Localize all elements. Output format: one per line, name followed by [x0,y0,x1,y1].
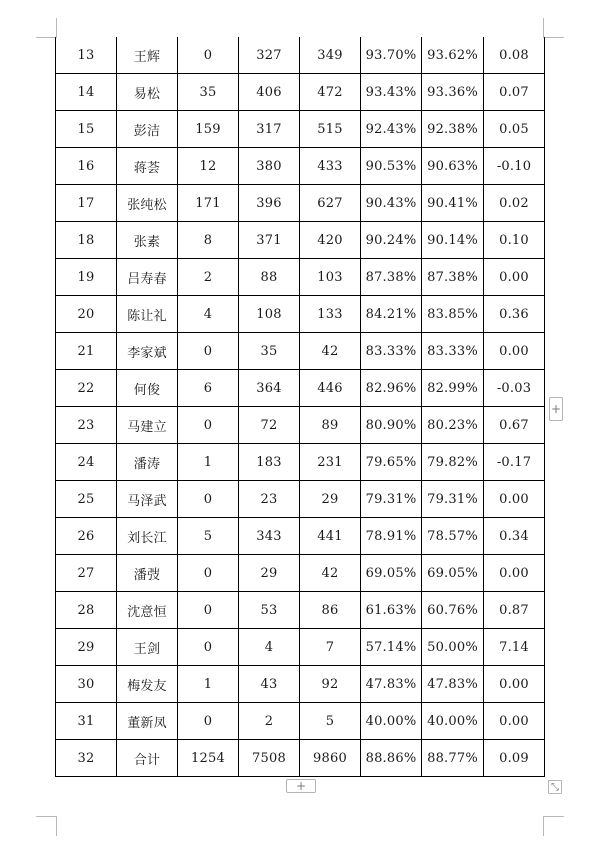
rank-cell[interactable]: 29 [56,629,117,666]
table-row [56,555,545,592]
value-cell[interactable]: 396 [239,185,300,222]
difference-cell[interactable]: 0.34 [484,518,545,555]
percent-cell[interactable]: 40.00% [361,703,422,740]
rank-cell[interactable]: 26 [56,518,117,555]
name-cell[interactable]: 董新凤 [117,703,178,740]
difference-cell[interactable]: 7.14 [484,629,545,666]
value-cell[interactable]: 92 [300,666,361,703]
table-row [56,740,545,777]
name-cell[interactable]: 王剑 [117,629,178,666]
table-row [56,703,545,740]
difference-cell[interactable]: 0.36 [484,296,545,333]
difference-cell[interactable]: 0.02 [484,185,545,222]
percent-cell[interactable]: 50.00% [422,629,484,666]
value-cell[interactable]: 472 [300,74,361,111]
table-row [56,444,545,481]
value-cell[interactable]: 86 [300,592,361,629]
percent-cell[interactable]: 83.33% [361,333,422,370]
percent-cell[interactable]: 87.38% [422,259,484,296]
percent-cell[interactable]: 57.14% [361,629,422,666]
value-cell[interactable]: 8 [178,222,239,259]
percent-cell[interactable]: 78.91% [361,518,422,555]
value-cell[interactable]: 1 [178,666,239,703]
percent-cell[interactable]: 93.62% [422,37,484,74]
rank-cell[interactable]: 18 [56,222,117,259]
difference-cell[interactable]: 0.10 [484,222,545,259]
table-row [56,592,545,629]
crop-mark-top-left [56,18,57,38]
value-cell[interactable]: 29 [239,555,300,592]
value-cell[interactable]: 0 [178,629,239,666]
table-row [56,185,545,222]
value-cell[interactable]: 89 [300,407,361,444]
percent-cell[interactable]: 90.41% [422,185,484,222]
percent-cell[interactable]: 82.96% [361,370,422,407]
value-cell[interactable]: 0 [178,703,239,740]
percent-cell[interactable]: 47.83% [422,666,484,703]
value-cell[interactable]: 0 [178,333,239,370]
percent-cell[interactable]: 83.85% [422,296,484,333]
table-row [56,518,545,555]
rank-cell[interactable]: 32 [56,740,117,777]
value-cell[interactable]: 446 [300,370,361,407]
value-cell[interactable]: 441 [300,518,361,555]
crop-mark-bottom-right [543,816,544,836]
crop-mark-top-left [36,37,56,38]
value-cell[interactable]: 6 [178,370,239,407]
percent-cell[interactable]: 90.14% [422,222,484,259]
value-cell[interactable]: 23 [239,481,300,518]
value-cell[interactable]: 5 [300,703,361,740]
table-row [56,666,545,703]
value-cell[interactable]: 0 [178,407,239,444]
name-cell[interactable]: 潘涛 [117,444,178,481]
percent-cell[interactable]: 92.38% [422,111,484,148]
percent-cell[interactable]: 69.05% [361,555,422,592]
percent-cell[interactable]: 92.43% [361,111,422,148]
percent-cell[interactable]: 69.05% [422,555,484,592]
percent-cell[interactable]: 60.76% [422,592,484,629]
value-cell[interactable]: 231 [300,444,361,481]
value-cell[interactable]: 29 [300,481,361,518]
difference-cell[interactable]: 0.05 [484,111,545,148]
percent-cell[interactable]: 82.99% [422,370,484,407]
crop-mark-bottom-right [544,816,564,817]
difference-cell[interactable]: 0.00 [484,555,545,592]
rank-cell[interactable]: 15 [56,111,117,148]
name-cell[interactable]: 蒋荟 [117,148,178,185]
rank-cell[interactable]: 16 [56,148,117,185]
rank-cell[interactable]: 20 [56,296,117,333]
rank-cell[interactable]: 27 [56,555,117,592]
rank-cell[interactable]: 21 [56,333,117,370]
value-cell[interactable]: 380 [239,148,300,185]
difference-cell[interactable]: -0.17 [484,444,545,481]
name-cell[interactable]: 彭洁 [117,111,178,148]
add-row-button[interactable] [286,779,316,793]
value-cell[interactable]: 406 [239,74,300,111]
percent-cell[interactable]: 90.53% [361,148,422,185]
percent-cell[interactable]: 84.21% [361,296,422,333]
table-row [56,370,545,407]
crop-mark-bottom-left [36,816,56,817]
percent-cell[interactable]: 90.63% [422,148,484,185]
percent-cell[interactable]: 79.31% [361,481,422,518]
rank-cell[interactable]: 24 [56,444,117,481]
value-cell[interactable]: 171 [178,185,239,222]
table-row [56,629,545,666]
value-cell[interactable]: 183 [239,444,300,481]
table-row [56,74,545,111]
percent-cell[interactable]: 83.33% [422,333,484,370]
difference-cell[interactable]: 0.07 [484,74,545,111]
value-cell[interactable]: 42 [300,333,361,370]
add-column-button[interactable] [549,397,563,421]
value-cell[interactable]: 0 [178,592,239,629]
value-cell[interactable]: 35 [239,333,300,370]
percent-cell[interactable]: 90.43% [361,185,422,222]
value-cell[interactable]: 108 [239,296,300,333]
percent-cell[interactable]: 88.77% [422,740,484,777]
value-cell[interactable]: 9860 [300,740,361,777]
rank-cell[interactable]: 31 [56,703,117,740]
value-cell[interactable]: 53 [239,592,300,629]
value-cell[interactable]: 349 [300,37,361,74]
percent-cell[interactable]: 79.65% [361,444,422,481]
table-body [56,37,545,777]
value-cell[interactable]: 420 [300,222,361,259]
table-row [56,481,545,518]
value-cell[interactable]: 627 [300,185,361,222]
value-cell[interactable]: 88 [239,259,300,296]
table-row [56,296,545,333]
rank-cell[interactable]: 23 [56,407,117,444]
value-cell[interactable]: 103 [300,259,361,296]
value-cell[interactable]: 5 [178,518,239,555]
table-row [56,259,545,296]
rank-cell[interactable]: 19 [56,259,117,296]
crop-mark-bottom-left [56,816,57,836]
value-cell[interactable]: 0 [178,37,239,74]
name-cell[interactable]: 吕寿春 [117,259,178,296]
value-cell[interactable]: 4 [239,629,300,666]
value-cell[interactable]: 1254 [178,740,239,777]
difference-cell[interactable]: 0.00 [484,481,545,518]
value-cell[interactable]: 1 [178,444,239,481]
resize-diagonal-icon: ⤡ [551,781,559,793]
value-cell[interactable]: 4 [178,296,239,333]
difference-cell[interactable]: -0.10 [484,148,545,185]
difference-cell[interactable]: 0.67 [484,407,545,444]
value-cell[interactable]: 327 [239,37,300,74]
name-cell[interactable]: 合计 [117,740,178,777]
value-cell[interactable]: 42 [300,555,361,592]
value-cell[interactable]: 43 [239,666,300,703]
value-cell[interactable]: 433 [300,148,361,185]
percent-cell[interactable]: 87.38% [361,259,422,296]
table-row [56,37,545,74]
name-cell[interactable]: 易松 [117,74,178,111]
data-table [55,37,545,777]
difference-cell[interactable]: 0.00 [484,703,545,740]
name-cell[interactable]: 沈意恒 [117,592,178,629]
difference-cell[interactable]: 0.00 [484,666,545,703]
plus-icon: + [550,402,562,416]
value-cell[interactable]: 371 [239,222,300,259]
name-cell[interactable]: 陈让礼 [117,296,178,333]
table-resize-handle[interactable] [548,780,562,794]
value-cell[interactable]: 2 [178,259,239,296]
table-row [56,407,545,444]
rank-cell[interactable]: 22 [56,370,117,407]
percent-cell[interactable]: 90.24% [361,222,422,259]
percent-cell[interactable]: 88.86% [361,740,422,777]
table-row [56,111,545,148]
value-cell[interactable]: 0 [178,481,239,518]
name-cell[interactable]: 刘长江 [117,518,178,555]
difference-cell[interactable]: 0.00 [484,333,545,370]
rank-cell[interactable]: 17 [56,185,117,222]
name-cell[interactable]: 何俊 [117,370,178,407]
value-cell[interactable]: 343 [239,518,300,555]
name-cell[interactable]: 马建立 [117,407,178,444]
value-cell[interactable]: 0 [178,555,239,592]
name-cell[interactable]: 王辉 [117,37,178,74]
percent-cell[interactable]: 93.43% [361,74,422,111]
table-row [56,222,545,259]
percent-cell[interactable]: 47.83% [361,666,422,703]
percent-cell[interactable]: 40.00% [422,703,484,740]
rank-cell[interactable]: 14 [56,74,117,111]
name-cell[interactable]: 潘弢 [117,555,178,592]
plus-icon: + [295,779,307,793]
rank-cell[interactable]: 13 [56,37,117,74]
value-cell[interactable]: 364 [239,370,300,407]
rank-cell[interactable]: 25 [56,481,117,518]
value-cell[interactable]: 35 [178,74,239,111]
percent-cell[interactable]: 61.63% [361,592,422,629]
name-cell[interactable]: 张素 [117,222,178,259]
table-row [56,333,545,370]
name-cell[interactable]: 梅发友 [117,666,178,703]
table-row [56,148,545,185]
name-cell[interactable]: 马泽武 [117,481,178,518]
percent-cell[interactable]: 80.23% [422,407,484,444]
value-cell[interactable]: 7 [300,629,361,666]
percent-cell[interactable]: 79.82% [422,444,484,481]
difference-cell[interactable]: 0.08 [484,37,545,74]
percent-cell[interactable]: 78.57% [422,518,484,555]
difference-cell[interactable]: 0.00 [484,259,545,296]
value-cell[interactable]: 317 [239,111,300,148]
name-cell[interactable]: 张纯松 [117,185,178,222]
value-cell[interactable]: 2 [239,703,300,740]
value-cell[interactable]: 12 [178,148,239,185]
name-cell[interactable]: 李家斌 [117,333,178,370]
value-cell[interactable]: 72 [239,407,300,444]
percent-cell[interactable]: 93.70% [361,37,422,74]
rank-cell[interactable]: 28 [56,592,117,629]
difference-cell[interactable]: -0.03 [484,370,545,407]
crop-mark-top-right [544,37,564,38]
rank-cell[interactable]: 30 [56,666,117,703]
value-cell[interactable]: 7508 [239,740,300,777]
percent-cell[interactable]: 80.90% [361,407,422,444]
percent-cell[interactable]: 93.36% [422,74,484,111]
difference-cell[interactable]: 0.09 [484,740,545,777]
value-cell[interactable]: 515 [300,111,361,148]
crop-mark-top-right [543,18,544,38]
value-cell[interactable]: 133 [300,296,361,333]
percent-cell[interactable]: 79.31% [422,481,484,518]
value-cell[interactable]: 159 [178,111,239,148]
difference-cell[interactable]: 0.87 [484,592,545,629]
